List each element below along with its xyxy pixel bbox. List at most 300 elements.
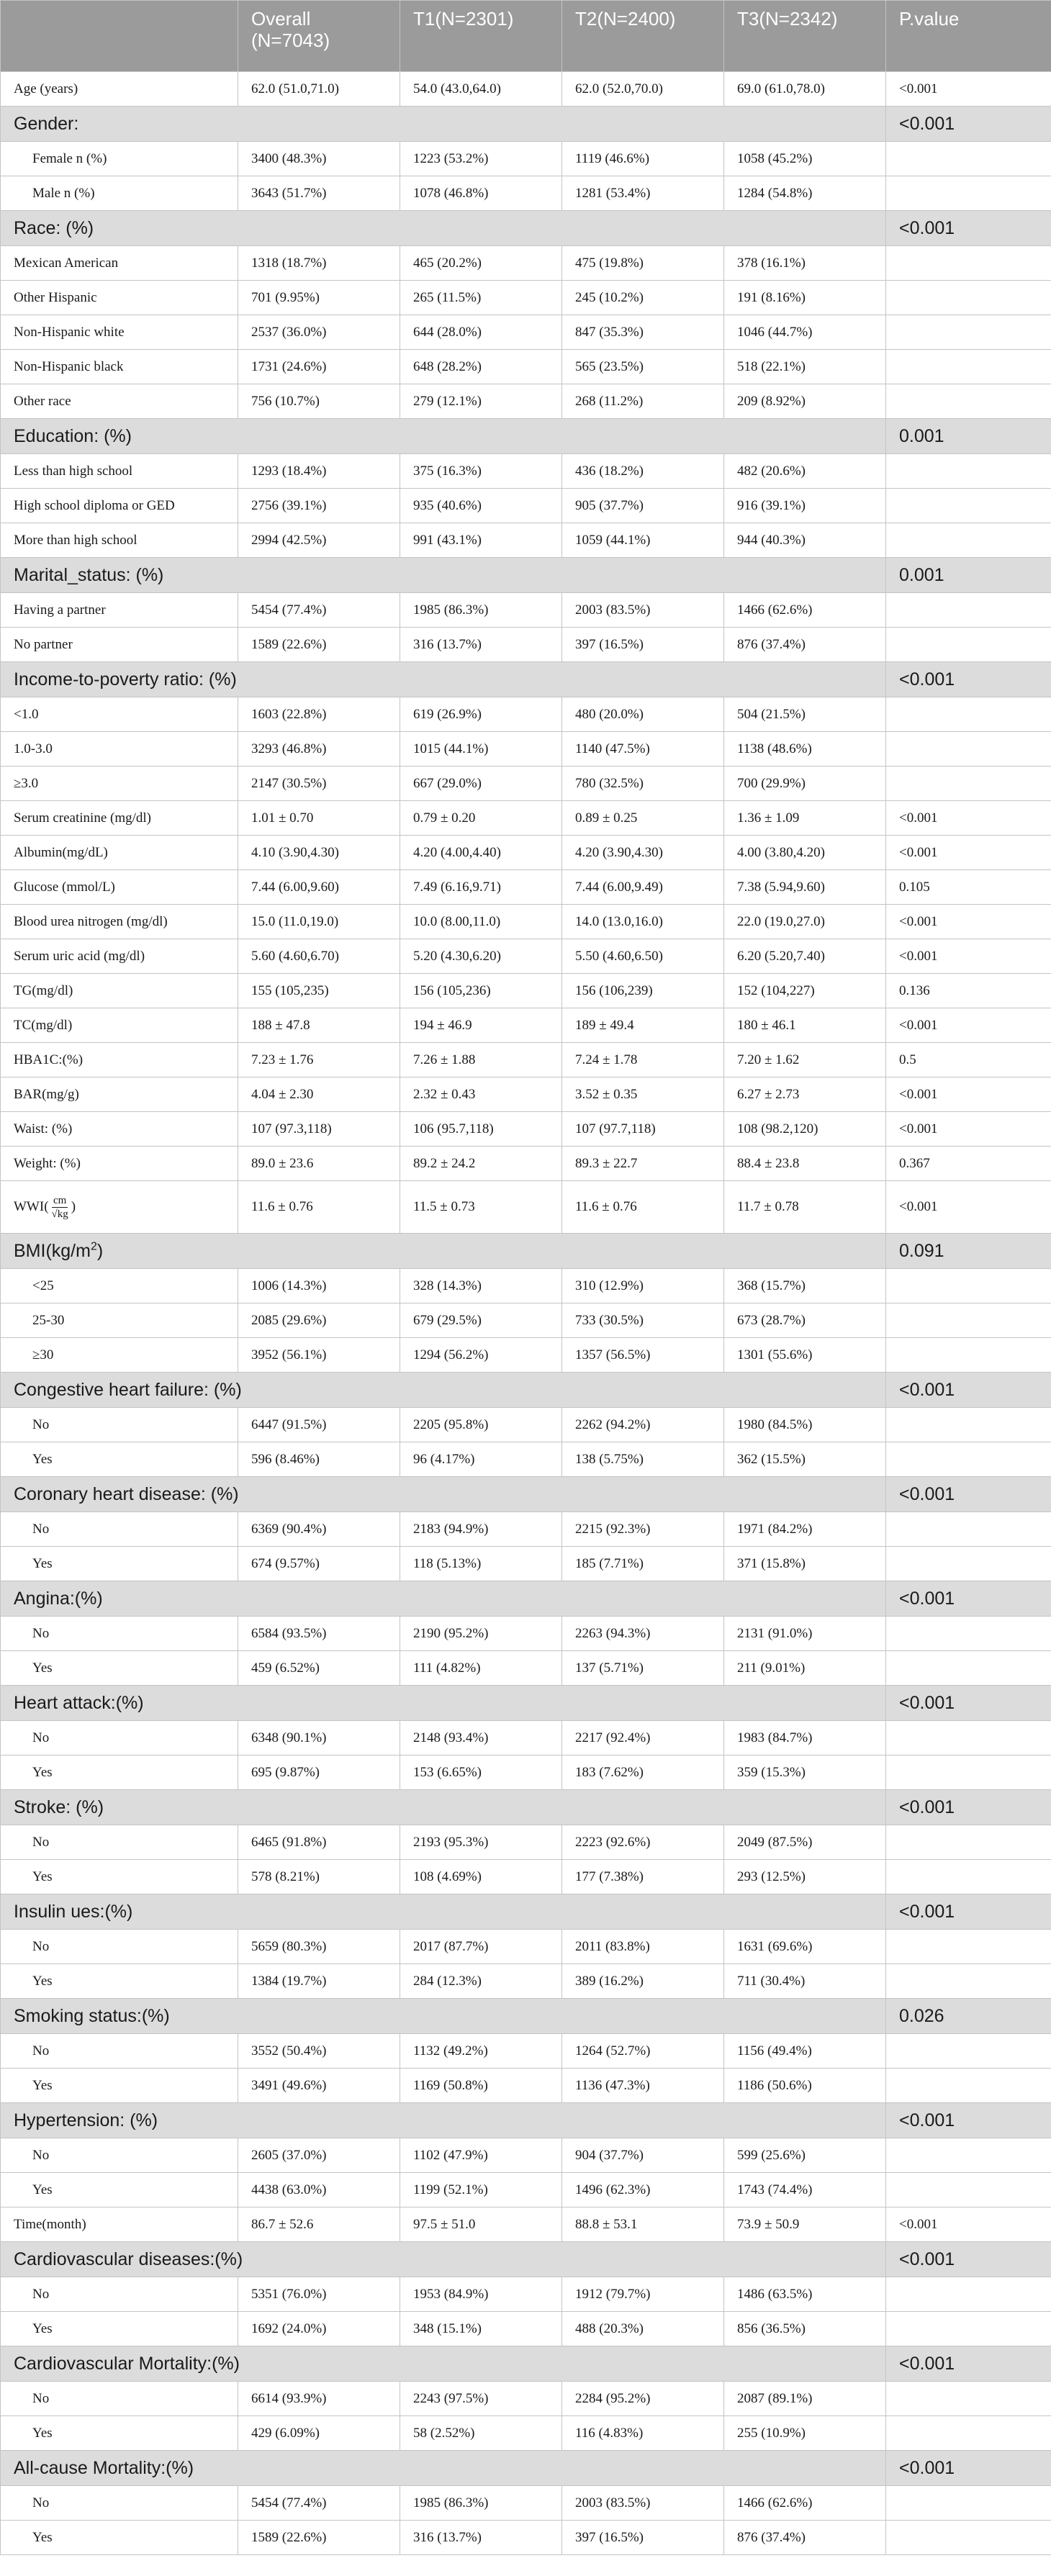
p-value-cell xyxy=(886,2521,1051,2555)
p-value-cell: <0.001 xyxy=(886,1112,1051,1147)
table-row xyxy=(1,2173,1051,2207)
t2-cell: 185 (7.71%) xyxy=(562,1547,724,1581)
table-row xyxy=(1,593,1051,628)
t1-cell: 644 (28.0%) xyxy=(400,315,562,350)
p-value-cell xyxy=(886,1825,1051,1860)
t3-cell: 1983 (84.7%) xyxy=(724,1721,886,1755)
t1-cell: 619 (26.9%) xyxy=(400,697,562,732)
t1-cell: 679 (29.5%) xyxy=(400,1303,562,1338)
section-header-row xyxy=(1,107,1051,142)
t3-cell: 1486 (63.5%) xyxy=(724,2277,886,2312)
table-row xyxy=(1,1721,1051,1755)
row-label: No xyxy=(1,2382,238,2416)
t2-cell: 268 (11.2%) xyxy=(562,384,724,419)
overall-cell: 429 (6.09%) xyxy=(238,2416,400,2451)
t2-cell: 780 (32.5%) xyxy=(562,767,724,801)
header-p-value: P.value xyxy=(886,1,1051,72)
row-label: Time(month) xyxy=(1,2207,238,2242)
table-header xyxy=(1,1,1051,72)
t3-cell: 7.38 (5.94,9.60) xyxy=(724,870,886,905)
t1-cell: 11.5 ± 0.73 xyxy=(400,1181,562,1234)
t3-cell: 69.0 (61.0,78.0) xyxy=(724,72,886,107)
table-row xyxy=(1,1008,1051,1043)
p-value-cell: <0.001 xyxy=(886,1373,1051,1408)
t2-cell: 3.52 ± 0.35 xyxy=(562,1077,724,1112)
p-value-cell xyxy=(886,593,1051,628)
header-row xyxy=(1,1,1051,72)
table-row xyxy=(1,2312,1051,2346)
t2-cell: 14.0 (13.0,16.0) xyxy=(562,905,724,939)
overall-cell: 6584 (93.5%) xyxy=(238,1617,400,1651)
section-label: Education: (%) xyxy=(1,419,886,454)
overall-cell: 15.0 (11.0,19.0) xyxy=(238,905,400,939)
overall-cell: 3552 (50.4%) xyxy=(238,2034,400,2069)
section-header-row xyxy=(1,1790,1051,1825)
overall-cell: 6614 (93.9%) xyxy=(238,2382,400,2416)
row-label: Mexican American xyxy=(1,246,238,281)
t3-cell: 876 (37.4%) xyxy=(724,2521,886,2555)
table-row xyxy=(1,281,1051,315)
section-header-row xyxy=(1,1581,1051,1617)
row-label: No xyxy=(1,1408,238,1442)
p-value-cell: <0.001 xyxy=(886,2451,1051,2486)
header-t3: T3(N=2342) xyxy=(724,1,886,72)
overall-cell: 1603 (22.8%) xyxy=(238,697,400,732)
section-header-row xyxy=(1,1373,1051,1408)
t1-cell: 1985 (86.3%) xyxy=(400,593,562,628)
p-value-cell xyxy=(886,628,1051,662)
row-label: Age (years) xyxy=(1,72,238,107)
t3-cell: 1.36 ± 1.09 xyxy=(724,801,886,836)
t1-cell: 1294 (56.2%) xyxy=(400,1338,562,1373)
section-label: Hypertension: (%) xyxy=(1,2103,886,2138)
t1-cell: 2190 (95.2%) xyxy=(400,1617,562,1651)
t2-cell: 11.6 ± 0.76 xyxy=(562,1181,724,1234)
row-label xyxy=(1,1181,238,1234)
section-label: Angina:(%) xyxy=(1,1581,886,1617)
p-value-cell: <0.001 xyxy=(886,2103,1051,2138)
p-value-cell xyxy=(886,2138,1051,2173)
t3-cell: 2131 (91.0%) xyxy=(724,1617,886,1651)
table-row xyxy=(1,905,1051,939)
section-label: Smoking status:(%) xyxy=(1,1999,886,2034)
p-value-cell xyxy=(886,2416,1051,2451)
overall-cell: 596 (8.46%) xyxy=(238,1442,400,1477)
t3-cell: 73.9 ± 50.9 xyxy=(724,2207,886,2242)
table-row xyxy=(1,2069,1051,2103)
t1-cell: 2148 (93.4%) xyxy=(400,1721,562,1755)
table-row xyxy=(1,732,1051,767)
row-label: No xyxy=(1,1512,238,1547)
section-label: Income-to-poverty ratio: (%) xyxy=(1,662,886,697)
table-row xyxy=(1,1755,1051,1790)
section-header-row xyxy=(1,2242,1051,2277)
t3-cell: 1743 (74.4%) xyxy=(724,2173,886,2207)
t1-cell: 2205 (95.8%) xyxy=(400,1408,562,1442)
t1-cell: 156 (105,236) xyxy=(400,974,562,1008)
p-value-cell xyxy=(886,176,1051,211)
section-label: Marital_status: (%) xyxy=(1,558,886,593)
p-value-cell: <0.001 xyxy=(886,211,1051,246)
p-value-cell xyxy=(886,1547,1051,1581)
overall-cell: 188 ± 47.8 xyxy=(238,1008,400,1043)
t1-cell: 1132 (49.2%) xyxy=(400,2034,562,2069)
table-row xyxy=(1,1547,1051,1581)
section-header-row xyxy=(1,1999,1051,2034)
p-value-cell xyxy=(886,2034,1051,2069)
t2-cell: 137 (5.71%) xyxy=(562,1651,724,1686)
overall-cell: 3643 (51.7%) xyxy=(238,176,400,211)
overall-cell: 2994 (42.5%) xyxy=(238,523,400,558)
p-value-cell: <0.001 xyxy=(886,836,1051,870)
overall-cell: 1589 (22.6%) xyxy=(238,2521,400,2555)
t1-cell: 465 (20.2%) xyxy=(400,246,562,281)
t2-cell: 62.0 (52.0,70.0) xyxy=(562,72,724,107)
t2-cell: 904 (37.7%) xyxy=(562,2138,724,2173)
t1-cell: 111 (4.82%) xyxy=(400,1651,562,1686)
p-value-cell xyxy=(886,350,1051,384)
t2-cell: 116 (4.83%) xyxy=(562,2416,724,2451)
t2-cell: 2011 (83.8%) xyxy=(562,1930,724,1964)
t3-cell: 378 (16.1%) xyxy=(724,246,886,281)
p-value-cell xyxy=(886,2173,1051,2207)
row-label: ≥30 xyxy=(1,1338,238,1373)
p-value-cell xyxy=(886,1338,1051,1373)
t3-cell: 482 (20.6%) xyxy=(724,454,886,489)
overall-cell: 86.7 ± 52.6 xyxy=(238,2207,400,2242)
t2-cell: 2215 (92.3%) xyxy=(562,1512,724,1547)
overall-cell: 5659 (80.3%) xyxy=(238,1930,400,1964)
t1-cell: 97.5 ± 51.0 xyxy=(400,2207,562,2242)
row-label: ≥3.0 xyxy=(1,767,238,801)
row-label: Serum creatinine (mg/dl) xyxy=(1,801,238,836)
t1-cell: 316 (13.7%) xyxy=(400,2521,562,2555)
t1-cell: 54.0 (43.0,64.0) xyxy=(400,72,562,107)
p-value-cell xyxy=(886,1617,1051,1651)
t3-cell: 599 (25.6%) xyxy=(724,2138,886,2173)
row-label: No xyxy=(1,1617,238,1651)
t1-cell: 667 (29.0%) xyxy=(400,767,562,801)
overall-cell: 6369 (90.4%) xyxy=(238,1512,400,1547)
overall-cell: 1731 (24.6%) xyxy=(238,350,400,384)
row-label: Yes xyxy=(1,2312,238,2346)
t2-cell: 7.44 (6.00,9.49) xyxy=(562,870,724,905)
section-header-row xyxy=(1,2103,1051,2138)
p-value-cell xyxy=(886,1755,1051,1790)
t2-cell: 1119 (46.6%) xyxy=(562,142,724,176)
p-value-cell xyxy=(886,1860,1051,1894)
table-row xyxy=(1,836,1051,870)
p-value-cell xyxy=(886,1964,1051,1999)
t1-cell: 2017 (87.7%) xyxy=(400,1930,562,1964)
t1-cell: 375 (16.3%) xyxy=(400,454,562,489)
t1-cell: 1953 (84.9%) xyxy=(400,2277,562,2312)
t2-cell: 1059 (44.1%) xyxy=(562,523,724,558)
p-value-cell: <0.001 xyxy=(886,72,1051,107)
p-value-cell: 0.091 xyxy=(886,1234,1051,1269)
table-row xyxy=(1,142,1051,176)
header-variable xyxy=(1,1,238,72)
t2-cell: 245 (10.2%) xyxy=(562,281,724,315)
overall-cell: 4.04 ± 2.30 xyxy=(238,1077,400,1112)
t2-cell: 397 (16.5%) xyxy=(562,628,724,662)
t3-cell: 4.00 (3.80,4.20) xyxy=(724,836,886,870)
section-header-row xyxy=(1,1477,1051,1512)
t1-cell: 0.79 ± 0.20 xyxy=(400,801,562,836)
t3-cell: 1058 (45.2%) xyxy=(724,142,886,176)
t1-cell: 108 (4.69%) xyxy=(400,1860,562,1894)
p-value-cell: 0.001 xyxy=(886,558,1051,593)
row-label: HBA1C:(%) xyxy=(1,1043,238,1077)
t2-cell: 0.89 ± 0.25 xyxy=(562,801,724,836)
row-label: High school diploma or GED xyxy=(1,489,238,523)
table-row xyxy=(1,1112,1051,1147)
t1-cell: 58 (2.52%) xyxy=(400,2416,562,2451)
table-row xyxy=(1,489,1051,523)
t2-cell: 2284 (95.2%) xyxy=(562,2382,724,2416)
t2-cell: 156 (106,239) xyxy=(562,974,724,1008)
t1-cell: 2.32 ± 0.43 xyxy=(400,1077,562,1112)
overall-cell: 7.44 (6.00,9.60) xyxy=(238,870,400,905)
t1-cell: 348 (15.1%) xyxy=(400,2312,562,2346)
table-row xyxy=(1,2034,1051,2069)
t3-cell: 180 ± 46.1 xyxy=(724,1008,886,1043)
table-row xyxy=(1,176,1051,211)
t2-cell: 189 ± 49.4 xyxy=(562,1008,724,1043)
row-label: No xyxy=(1,2277,238,2312)
t3-cell: 371 (15.8%) xyxy=(724,1547,886,1581)
wwi-prefix: WWI( xyxy=(14,1199,49,1214)
t2-cell: 397 (16.5%) xyxy=(562,2521,724,2555)
t2-cell: 88.8 ± 53.1 xyxy=(562,2207,724,2242)
t2-cell: 2263 (94.3%) xyxy=(562,1617,724,1651)
overall-cell: 6447 (91.5%) xyxy=(238,1408,400,1442)
t1-cell: 194 ± 46.9 xyxy=(400,1008,562,1043)
row-label: Serum uric acid (mg/dl) xyxy=(1,939,238,974)
t3-cell: 1971 (84.2%) xyxy=(724,1512,886,1547)
overall-cell: 578 (8.21%) xyxy=(238,1860,400,1894)
row-label: No xyxy=(1,2138,238,2173)
row-label: Having a partner xyxy=(1,593,238,628)
t3-cell: 1466 (62.6%) xyxy=(724,593,886,628)
overall-cell: 3400 (48.3%) xyxy=(238,142,400,176)
p-value-cell xyxy=(886,1269,1051,1303)
overall-cell: 1692 (24.0%) xyxy=(238,2312,400,2346)
t3-cell: 2087 (89.1%) xyxy=(724,2382,886,2416)
t1-cell: 1102 (47.9%) xyxy=(400,2138,562,2173)
table-row xyxy=(1,2382,1051,2416)
t1-cell: 118 (5.13%) xyxy=(400,1547,562,1581)
p-value-cell: 0.001 xyxy=(886,419,1051,454)
section-header-row xyxy=(1,1686,1051,1721)
t3-cell: 1156 (49.4%) xyxy=(724,2034,886,2069)
overall-cell: 7.23 ± 1.76 xyxy=(238,1043,400,1077)
p-value-cell: <0.001 xyxy=(886,2207,1051,2242)
overall-cell: 2537 (36.0%) xyxy=(238,315,400,350)
p-value-cell xyxy=(886,1303,1051,1338)
t2-cell: 107 (97.7,118) xyxy=(562,1112,724,1147)
t1-cell: 991 (43.1%) xyxy=(400,523,562,558)
t1-cell: 1078 (46.8%) xyxy=(400,176,562,211)
t1-cell: 279 (12.1%) xyxy=(400,384,562,419)
t2-cell: 5.50 (4.60,6.50) xyxy=(562,939,724,974)
t3-cell: 2049 (87.5%) xyxy=(724,1825,886,1860)
row-label: 1.0-3.0 xyxy=(1,732,238,767)
overall-cell: 4.10 (3.90,4.30) xyxy=(238,836,400,870)
row-label: Yes xyxy=(1,2521,238,2555)
overall-cell: 459 (6.52%) xyxy=(238,1651,400,1686)
table-row xyxy=(1,1512,1051,1547)
p-value-cell xyxy=(886,454,1051,489)
p-value-cell: <0.001 xyxy=(886,939,1051,974)
t3-cell: 293 (12.5%) xyxy=(724,1860,886,1894)
overall-cell: 11.6 ± 0.76 xyxy=(238,1181,400,1234)
overall-cell: 155 (105,235) xyxy=(238,974,400,1008)
t2-cell: 2003 (83.5%) xyxy=(562,593,724,628)
t2-cell: 1496 (62.3%) xyxy=(562,2173,724,2207)
section-label: Heart attack:(%) xyxy=(1,1686,886,1721)
t3-cell: 1046 (44.7%) xyxy=(724,315,886,350)
table-row xyxy=(1,628,1051,662)
p-value-cell xyxy=(886,767,1051,801)
overall-cell: 1384 (19.7%) xyxy=(238,1964,400,1999)
table-row xyxy=(1,384,1051,419)
overall-cell: 3491 (49.6%) xyxy=(238,2069,400,2103)
t1-cell: 328 (14.3%) xyxy=(400,1269,562,1303)
p-value-cell xyxy=(886,2312,1051,2346)
p-value-cell: <0.001 xyxy=(886,1477,1051,1512)
overall-cell: 89.0 ± 23.6 xyxy=(238,1147,400,1181)
row-label: Male n (%) xyxy=(1,176,238,211)
row-label: More than high school xyxy=(1,523,238,558)
table-row xyxy=(1,1181,1051,1234)
wwi-label xyxy=(14,1194,76,1221)
t3-cell: 7.20 ± 1.62 xyxy=(724,1043,886,1077)
p-value-cell: 0.026 xyxy=(886,1999,1051,2034)
row-label: Yes xyxy=(1,2173,238,2207)
t2-cell: 177 (7.38%) xyxy=(562,1860,724,1894)
row-label: Yes xyxy=(1,1755,238,1790)
t1-cell: 935 (40.6%) xyxy=(400,489,562,523)
p-value-cell xyxy=(886,315,1051,350)
t1-cell: 2243 (97.5%) xyxy=(400,2382,562,2416)
p-value-cell xyxy=(886,1512,1051,1547)
t1-cell: 316 (13.7%) xyxy=(400,628,562,662)
p-value-cell: <0.001 xyxy=(886,2346,1051,2382)
p-value-cell: <0.001 xyxy=(886,107,1051,142)
t2-cell: 480 (20.0%) xyxy=(562,697,724,732)
p-value-cell xyxy=(886,1651,1051,1686)
t2-cell: 389 (16.2%) xyxy=(562,1964,724,1999)
p-value-cell: <0.001 xyxy=(886,662,1051,697)
row-label: Other Hispanic xyxy=(1,281,238,315)
row-label: Yes xyxy=(1,1547,238,1581)
overall-cell: 3952 (56.1%) xyxy=(238,1338,400,1373)
p-value-cell xyxy=(886,1930,1051,1964)
row-label: Female n (%) xyxy=(1,142,238,176)
p-value-cell xyxy=(886,2277,1051,2312)
overall-cell: 6465 (91.8%) xyxy=(238,1825,400,1860)
row-label: BAR(mg/g) xyxy=(1,1077,238,1112)
overall-cell: 5454 (77.4%) xyxy=(238,2486,400,2521)
table-row xyxy=(1,523,1051,558)
t1-cell: 1985 (86.3%) xyxy=(400,2486,562,2521)
t2-cell: 1136 (47.3%) xyxy=(562,2069,724,2103)
t3-cell: 22.0 (19.0,27.0) xyxy=(724,905,886,939)
section-label: Insulin ues:(%) xyxy=(1,1894,886,1930)
p-value-cell: <0.001 xyxy=(886,1581,1051,1617)
t2-cell: 89.3 ± 22.7 xyxy=(562,1147,724,1181)
section-header-row xyxy=(1,662,1051,697)
p-value-cell xyxy=(886,2382,1051,2416)
table-row xyxy=(1,1408,1051,1442)
table-row xyxy=(1,350,1051,384)
t3-cell: 191 (8.16%) xyxy=(724,281,886,315)
t2-cell: 2003 (83.5%) xyxy=(562,2486,724,2521)
section-label-suffix: ) xyxy=(96,1240,104,1261)
section-label: Stroke: (%) xyxy=(1,1790,886,1825)
section-label: All-cause Mortality:(%) xyxy=(1,2451,886,2486)
row-label: 25-30 xyxy=(1,1303,238,1338)
t3-cell: 88.4 ± 23.8 xyxy=(724,1147,886,1181)
t2-cell: 488 (20.3%) xyxy=(562,2312,724,2346)
t1-cell: 10.0 (8.00,11.0) xyxy=(400,905,562,939)
t1-cell: 106 (95.7,118) xyxy=(400,1112,562,1147)
p-value-cell xyxy=(886,1408,1051,1442)
t1-cell: 96 (4.17%) xyxy=(400,1442,562,1477)
t3-cell: 1284 (54.8%) xyxy=(724,176,886,211)
row-label: No xyxy=(1,1930,238,1964)
p-value-cell: <0.001 xyxy=(886,801,1051,836)
section-label: Cardiovascular Mortality:(%) xyxy=(1,2346,886,2382)
row-label: Yes xyxy=(1,1964,238,1999)
t1-cell: 1015 (44.1%) xyxy=(400,732,562,767)
t2-cell: 1281 (53.4%) xyxy=(562,176,724,211)
table-row xyxy=(1,2521,1051,2555)
overall-cell: 3293 (46.8%) xyxy=(238,732,400,767)
p-value-cell: <0.001 xyxy=(886,1686,1051,1721)
t3-cell: 1631 (69.6%) xyxy=(724,1930,886,1964)
row-label: Yes xyxy=(1,2416,238,2451)
table-row xyxy=(1,1043,1051,1077)
row-label: Albumin(mg/dL) xyxy=(1,836,238,870)
t2-cell: 2223 (92.6%) xyxy=(562,1825,724,1860)
t1-cell: 2193 (95.3%) xyxy=(400,1825,562,1860)
p-value-cell xyxy=(886,384,1051,419)
row-label: Yes xyxy=(1,1442,238,1477)
row-label: <1.0 xyxy=(1,697,238,732)
table-row xyxy=(1,697,1051,732)
section-header-row xyxy=(1,2451,1051,2486)
overall-cell: 1318 (18.7%) xyxy=(238,246,400,281)
row-label: Non-Hispanic black xyxy=(1,350,238,384)
p-value-cell xyxy=(886,1721,1051,1755)
t3-cell: 1466 (62.6%) xyxy=(724,2486,886,2521)
t1-cell: 284 (12.3%) xyxy=(400,1964,562,1999)
unit-fraction xyxy=(50,1194,70,1221)
t2-cell: 7.24 ± 1.78 xyxy=(562,1043,724,1077)
table-body xyxy=(1,72,1051,2555)
t1-cell: 2183 (94.9%) xyxy=(400,1512,562,1547)
t1-cell: 7.26 ± 1.88 xyxy=(400,1043,562,1077)
table-row xyxy=(1,1442,1051,1477)
table-row xyxy=(1,1269,1051,1303)
overall-cell: 1589 (22.6%) xyxy=(238,628,400,662)
overall-cell: 701 (9.95%) xyxy=(238,281,400,315)
p-value-cell xyxy=(886,281,1051,315)
section-label-text: BMI(kg/m xyxy=(14,1240,91,1261)
section-label: Gender: xyxy=(1,107,886,142)
